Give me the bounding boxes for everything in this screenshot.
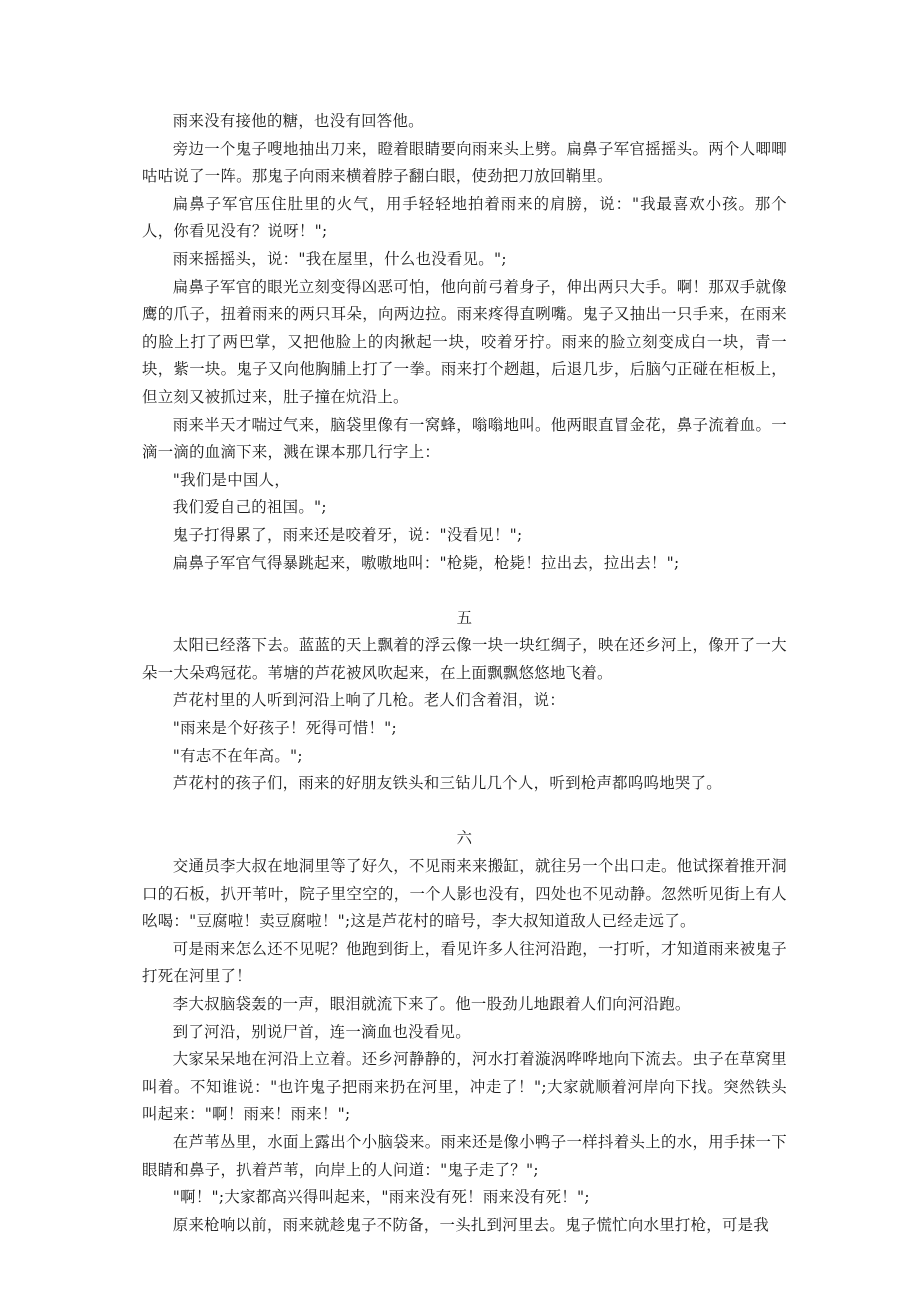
paragraph: 雨来没有接他的糖，也没有回答他。 bbox=[172, 112, 424, 130]
paragraph: 鬼子打得累了，雨来还是咬着牙，说："没看见！"; bbox=[172, 525, 523, 544]
section-gap bbox=[142, 798, 787, 826]
paragraph: 旁边一个鬼子嗖地抽出刀来，瞪着眼睛要向雨来头上劈。扁鼻子军官摇摇头。两个人唧唧咕咕说了一阵。那鬼子向雨来横着脖子翻白眼，使劲把刀放回鞘里。 bbox=[142, 139, 787, 186]
paragraph: 大家呆呆地在河沿上立着。还乡河静静的，河水打着漩涡哗哗地向下流去。虫子在草窝里叫着。不知谁说："也许鬼子把雨来扔在河里，冲走了！";大家就顺着河岸向下找。突然铁头叫起来："啊！雨来！雨来！"; bbox=[142, 1050, 787, 1124]
section-5 bbox=[142, 605, 787, 798]
paragraph: 雨来摇摇头，说："我在屋里，什么也没看见。"; bbox=[172, 249, 507, 268]
paragraph: 到了河沿，别说尸首，连一滴血也没看见。 bbox=[172, 1022, 471, 1041]
paragraph: "有志不在年高。"; bbox=[172, 746, 303, 765]
section-6 bbox=[142, 825, 787, 1239]
section-heading: 六 bbox=[456, 829, 473, 848]
section-heading: 五 bbox=[456, 608, 473, 627]
paragraph: 交通员李大叔在地洞里等了好久，不见雨来来搬缸，就往另一个出口走。他试探着推开洞口的石板，扒开苇叶，院子里空空的，一个人影也没有，四处也不见动静。忽然听见街上有人吆喝："豆腐啦！卖豆腐啦！";这是芦花村的暗号，李大叔知道敌人已经走远了。 bbox=[142, 857, 787, 931]
paragraph: 在芦苇丛里，水面上露出个小脑袋来。雨来还是像小鸭子一样抖着头上的水，用手抹一下眼睛和鼻子，扒着芦苇，向岸上的人问道："鬼子走了？"; bbox=[142, 1132, 787, 1179]
paragraph: 李大叔脑袋轰的一声，眼泪就流下来了。他一股劲儿地跟着人们向河沿跑。 bbox=[172, 995, 691, 1013]
paragraph: 雨来半天才喘过气来，脑袋里像有一窝蜂，嗡嗡地叫。他两眼直冒金花，鼻子流着血。一滴一滴的血滴下来，溅在课本那几行字上： bbox=[142, 415, 787, 462]
paragraph: 太阳已经落下去。蓝蓝的天上飘着的浮云像一块一块红绸子，映在还乡河上，像开了一大朵一大朵鸡冠花。苇塘的芦花被风吹起来，在上面飘飘悠悠地飞着。 bbox=[142, 636, 787, 682]
paragraph: 扁鼻子军官压住肚里的火气，用手轻轻地拍着雨来的肩膀，说："我最喜欢小孩。那个人，你看见没有？说呀！"; bbox=[142, 194, 787, 241]
paragraph: 可是雨来怎么还不见呢？他跑到街上，看见许多人往河沿跑，一打听，才知道雨来被鬼子打死在河里了！ bbox=[142, 939, 787, 986]
poem-line: "我们是中国人， bbox=[172, 470, 291, 489]
poem-line: 我们爱自己的祖国。"; bbox=[172, 498, 327, 517]
paragraph: 芦花村的孩子们，雨来的好朋友铁头和三钻儿几个人，听到枪声都呜呜地哭了。 bbox=[172, 774, 722, 793]
paragraph: 芦花村里的人听到河沿上响了几枪。老人们含着泪，说： bbox=[172, 691, 566, 710]
paragraph: 扁鼻子军官气得暴跳起来，嗷嗷地叫："枪毙，枪毙！拉出去，拉出去！"; bbox=[172, 553, 680, 572]
paragraph: 原来枪响以前，雨来就趁鬼子不防备，一头扎到河里去。鬼子慌忙向水里打枪，可是我 bbox=[172, 1215, 770, 1234]
paragraph: "啊！";大家都高兴得叫起来，"雨来没有死！雨来没有死！"; bbox=[172, 1188, 590, 1207]
document-page bbox=[142, 108, 787, 1239]
paragraph: 扁鼻子军官的眼光立刻变得凶恶可怕，他向前弓着身子，伸出两只大手。啊！那双手就像鹰的爪子，扭着雨来的两只耳朵，向两边拉。雨来疼得直咧嘴。鬼子又抽出一只手来，在雨来的脸上打了两巴掌，又把他脸上的肉揪起一块，咬着牙拧。雨来的脸立刻变成白一块，青一块，紫一块。鬼子又向他胸脯上打了一拳。雨来打个趔趄，后退几步，后脑勺正碰在柜板上，但立刻又被抓过来，肚子撞在炕沿上。 bbox=[142, 277, 787, 406]
section-gap bbox=[142, 577, 787, 605]
section-4-tail bbox=[142, 108, 787, 577]
paragraph: "雨来是个好孩子！死得可惜！"; bbox=[172, 719, 398, 738]
